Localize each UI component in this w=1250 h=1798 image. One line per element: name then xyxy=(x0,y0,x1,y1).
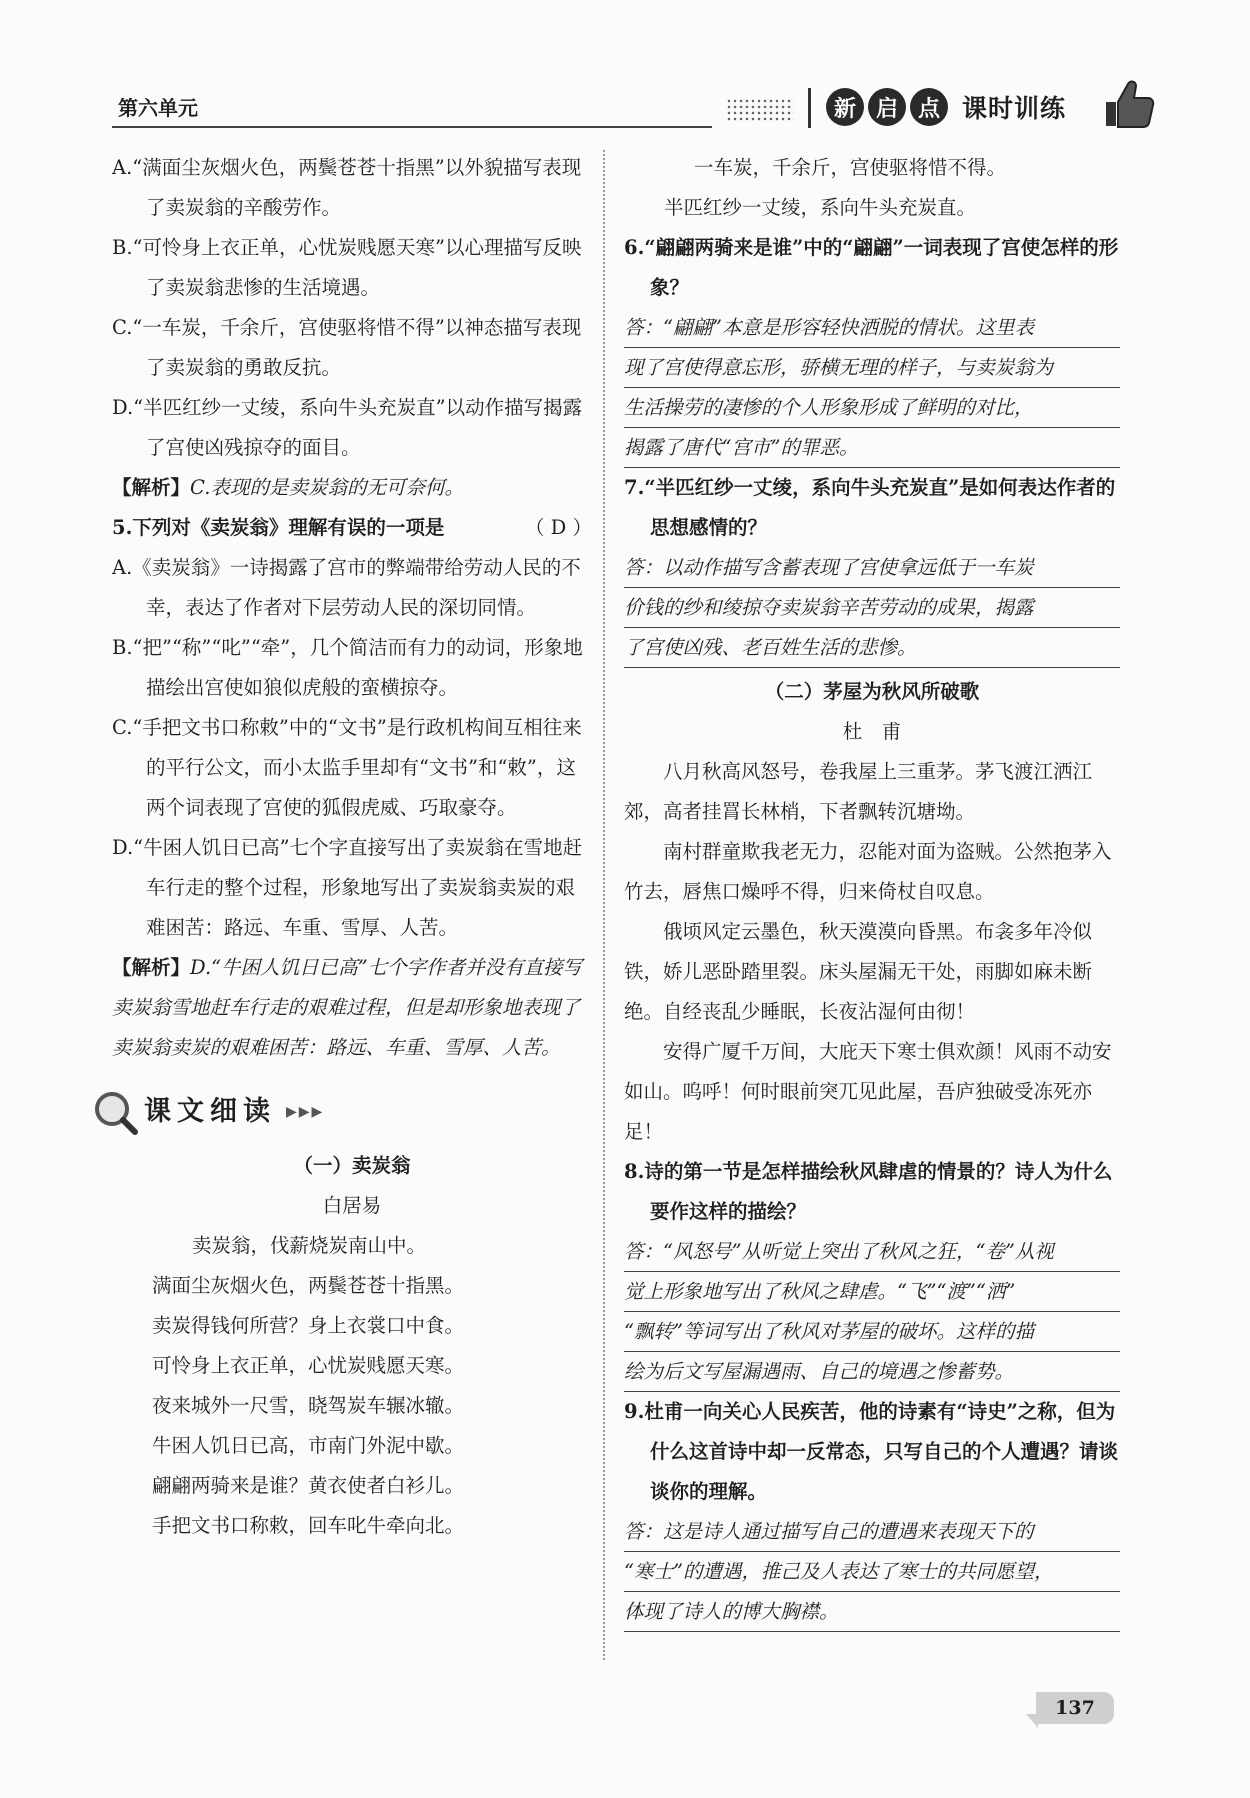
poem2-paragraph: 南村群童欺我老无力，忍能对面为盗贼。公然抱茅入竹去，唇焦口燥呼不得，归来倚杖自叹息。 xyxy=(624,840,1112,903)
q8-answer xyxy=(624,1232,1120,1392)
right-column xyxy=(624,148,1120,1632)
page-header xyxy=(0,0,1250,140)
q6-stem: 6.“翩翩两骑来是谁”中的“翩翩”一词表现了宫使怎样的形象？ xyxy=(624,236,1119,299)
q9-answer xyxy=(624,1512,1120,1632)
answer-line: 体现了诗人的博大胸襟。 xyxy=(624,1592,1120,1632)
poem-line: 满面尘灰烟火色，两鬓苍苍十指黑。 xyxy=(152,1274,465,1297)
answer-line: 答：以动作描写含蓄表现了宫使拿远低于一车炭 xyxy=(624,548,1120,588)
poem2-paragraph: 八月秋高风怒号，卷我屋上三重茅。茅飞渡江洒江郊，高者挂罥长林梢，下者飘转沉塘坳。 xyxy=(624,760,1093,823)
q8-stem: 8.诗的第一节是怎样描绘秋风肆虐的情景的？诗人为什么要作这样的描绘？ xyxy=(624,1160,1113,1223)
answer-line: “飘转”等词写出了秋风对茅屋的破坏。这样的描 xyxy=(624,1312,1120,1352)
magnifier-icon xyxy=(92,1089,138,1135)
header-separator xyxy=(808,88,811,128)
answer-line: 价钱的纱和绫掠夺卖炭翁辛苦劳动的成果，揭露 xyxy=(624,588,1120,628)
poem1-author: 白居易 xyxy=(322,1194,382,1217)
answer-line: 了宫使凶残、老百姓生活的悲惨。 xyxy=(624,628,1120,668)
brand-title: 课时训练 xyxy=(962,94,1067,123)
header-rule xyxy=(112,126,712,128)
q4-option-a: A.“满面尘灰烟火色，两鬓苍苍十指黑”以外貌描写表现了卖炭翁的辛酸劳作。 xyxy=(112,156,582,219)
analysis-label: 【解析】 xyxy=(112,956,191,979)
q5-option-b: B.“把”“称”“叱”“牵”，几个简洁而有力的动词，形象地描绘出宫使如狼似虎般的蛮横掠夺。 xyxy=(112,636,583,699)
dot-pattern xyxy=(726,98,794,122)
q5-option-d: D.“牛困人饥日已高”七个字直接写出了卖炭翁在雪地赶车行走的整个过程，形象地写出了卖炭翁卖炭的艰难困苦：路远、车重、雪厚、人苦。 xyxy=(112,836,583,939)
q5-answer: （ D ） xyxy=(524,516,592,539)
poem-line: 夜来城外一尺雪，晓驾炭车辗冰辙。 xyxy=(152,1394,465,1417)
poem-line: 卖炭得钱何所营？身上衣裳口中食。 xyxy=(152,1314,465,1337)
unit-label: 第六单元 xyxy=(118,96,198,120)
q4-option-c: C.“一车炭，千余斤，宫使驱将惜不得”以神态描写表现了卖炭翁的勇敢反抗。 xyxy=(112,316,582,379)
answer-line: 答：“风怒号”从听觉上突出了秋风之狂，“卷”从视 xyxy=(624,1232,1120,1272)
analysis-label: 【解析】 xyxy=(112,476,191,499)
answer-line: 揭露了唐代“宫市”的罪恶。 xyxy=(624,428,1120,468)
poem-line: 翩翩两骑来是谁？黄衣使者白衫儿。 xyxy=(152,1474,465,1497)
brand-char-3: 点 xyxy=(910,88,948,126)
poem-line: 卖炭翁，伐薪烧炭南山中。 xyxy=(192,1234,427,1257)
section-heading xyxy=(92,1084,592,1140)
q4-analysis xyxy=(112,468,592,508)
brand-char-2: 启 xyxy=(868,88,906,126)
q5-stem-text: 5.下列对《卖炭翁》理解有误的一项是 xyxy=(112,516,445,539)
section-title: 课文细读 xyxy=(144,1096,276,1127)
brand-char-1: 新 xyxy=(826,88,864,126)
poem2-title: （二）茅屋为秋风所破歌 xyxy=(764,680,980,703)
q5-option-a: A.《卖炭翁》一诗揭露了宫市的弊端带给劳动人民的不幸，表达了作者对下层劳动人民的深切同情。 xyxy=(112,556,581,619)
q5-analysis xyxy=(112,948,592,1068)
poem1-title: （一）卖炭翁 xyxy=(293,1154,411,1177)
q6-answer xyxy=(624,308,1120,468)
q4-option-b: B.“可怜身上衣正单，心忧炭贱愿天寒”以心理描写反映了卖炭翁悲惨的生活境遇。 xyxy=(112,236,582,299)
page-number: 137 xyxy=(1036,1692,1114,1724)
answer-line: 现了宫使得意忘形，骄横无理的样子，与卖炭翁为 xyxy=(624,348,1120,388)
q9-stem: 9.杜甫一向关心人民疾苦，他的诗素有“诗史”之称，但为什么这首诗中却一反常态，只写自己的个人遭遇？请谈谈你的理解。 xyxy=(624,1400,1119,1503)
left-column xyxy=(112,148,592,1546)
q5-option-c: C.“手把文书口称敕”中的“文书”是行政机构间互相往来的平行公文，而小太监手里却有“文书”和“敕”，这两个词表现了宫使的狐假虎威、巧取豪夺。 xyxy=(112,716,582,819)
answer-line: 生活操劳的凄惨的个人形象形成了鲜明的对比， xyxy=(624,388,1120,428)
analysis-text: D.“牛困人饥日已高”七个字作者并没有直接写卖炭翁雪地赶车行走的艰难过程，但是却形象地表现了卖炭翁卖炭的艰难困苦：路远、车重、雪厚、人苦。 xyxy=(112,956,583,1059)
answer-line: 觉上形象地写出了秋风之肆虐。“飞”“渡”“洒” xyxy=(624,1272,1120,1312)
poem-line: 一车炭，千余斤，宫使驱将惜不得。 xyxy=(694,156,1007,179)
poem-line: 手把文书口称敕，回车叱牛牵向北。 xyxy=(152,1514,465,1537)
poem-line: 牛困人饥日已高，市南门外泥中歇。 xyxy=(152,1434,465,1457)
analysis-text: C.表现的是卖炭翁的无可奈何。 xyxy=(190,476,464,499)
answer-line: 绘为后文写屋漏遇雨、自己的境遇之惨蓄势。 xyxy=(624,1352,1120,1392)
poem2-author: 杜 甫 xyxy=(842,720,902,743)
answer-line: “寒士”的遭遇，推己及人表达了寒士的共同愿望， xyxy=(624,1552,1120,1592)
column-divider xyxy=(603,150,605,1660)
thumbs-up-icon xyxy=(1096,72,1156,132)
q7-answer xyxy=(624,548,1120,668)
arrow-icon: ▶▶▶ xyxy=(286,1104,325,1120)
q5-stem xyxy=(112,508,592,548)
brand-logo xyxy=(826,88,1066,126)
poem2-paragraph: 安得广厦千万间，大庇天下寒士俱欢颜！风雨不动安如山。呜呼！何时眼前突兀见此屋，吾庐独破受冻死亦足！ xyxy=(624,1040,1112,1143)
poem-line: 可怜身上衣正单，心忧炭贱愿天寒。 xyxy=(152,1354,465,1377)
q7-stem: 7.“半匹红纱一丈绫，系向牛头充炭直”是如何表达作者的思想感情的？ xyxy=(624,476,1116,539)
answer-line: 答：“翩翩”本意是形容轻快洒脱的情状。这里表 xyxy=(624,308,1120,348)
answer-line: 答：这是诗人通过描写自己的遭遇来表现天下的 xyxy=(624,1512,1120,1552)
q4-option-d: D.“半匹红纱一丈绫，系向牛头充炭直”以动作描写揭露了宫使凶残掠夺的面目。 xyxy=(112,396,583,459)
poem2-paragraph: 俄顷风定云墨色，秋天漠漠向昏黑。布衾多年冷似铁，娇儿恶卧踏里裂。床头屋漏无干处，雨脚如麻未断绝。自经丧乱少睡眠，长夜沾湿何由彻！ xyxy=(624,920,1093,1023)
poem-line: 半匹红纱一丈绫，系向牛头充炭直。 xyxy=(664,196,977,219)
